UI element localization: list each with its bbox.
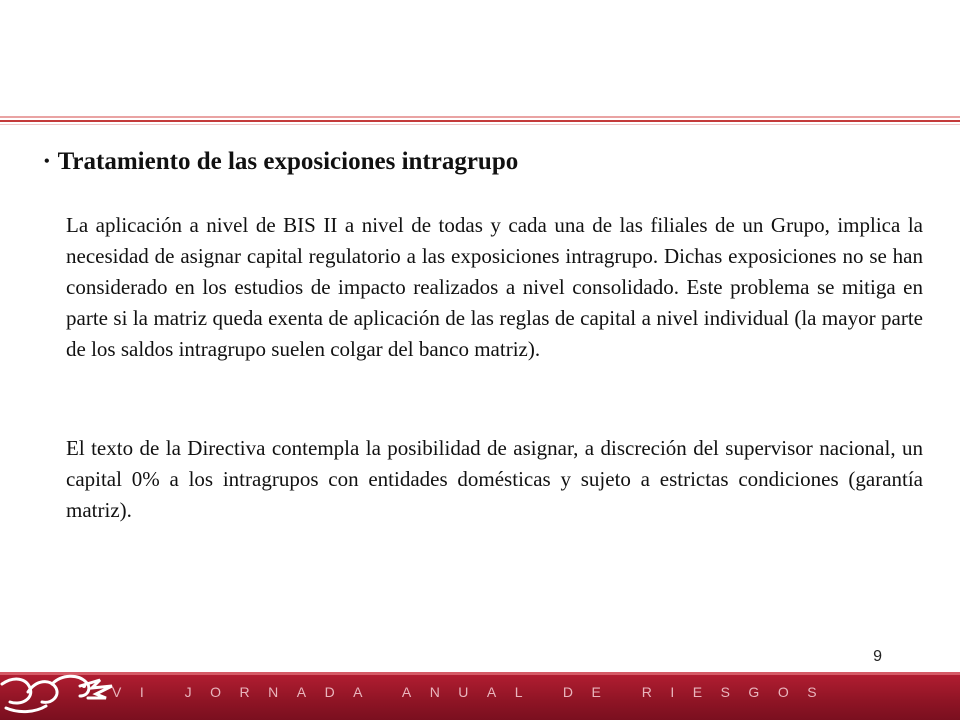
paragraph-1: La aplicación a nivel de BIS II a nivel de todas y cada una de las filiales de un Grupo, implica la necesidad de asignar capital regulatorio a las exposiciones intragrupo. Dichas exposiciones no se han considerado en los estudios de impacto realizados a nivel consolidado. Este problema se mitiga en parte si la matriz queda exenta de aplicación de las reglas de capital a nivel individual (la mayor parte de los saldos intragrupo suelen colgar del banco matriz). [66, 213, 923, 361]
dragon-logo-icon [0, 662, 120, 720]
bullet-icon: • [44, 153, 50, 170]
heading-text: Tratamiento de las exposiciones intragrupo [57, 148, 519, 175]
paragraph-2: El texto de la Directiva contempla la posibilidad de asignar, a discreción del supervisor nacional, un capital 0% a los intragrupos con entidades domésticas y sujeto a estrictas condiciones (garantía matriz). [66, 436, 923, 522]
page-number: 9 [873, 648, 882, 665]
header-rule [0, 116, 960, 128]
slide-heading [44, 148, 518, 176]
footer-event-name: VI JORNADA ANUAL DE RIESGOS [112, 684, 836, 700]
